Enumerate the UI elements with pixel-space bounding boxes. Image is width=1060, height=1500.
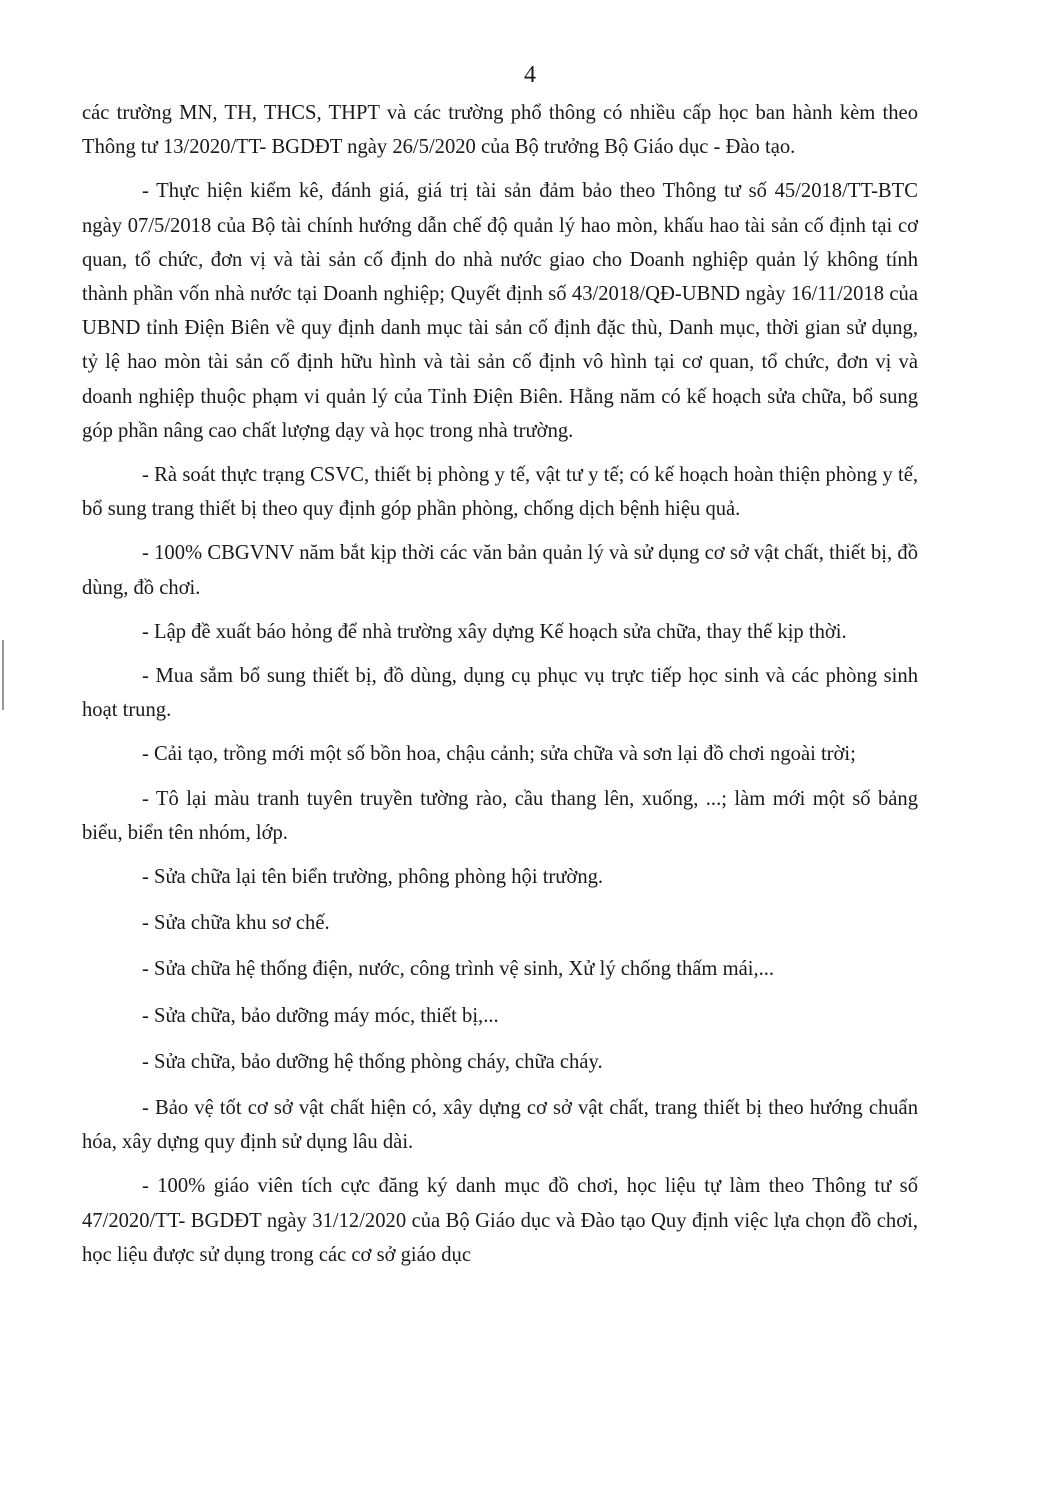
paragraph-repaint: - Tô lại màu tranh tuyên truyền tường rào, cầu thang lên, xuống, ...; làm mới một số bảng biểu, biển tên nhóm, lớp. [82, 787, 918, 844]
paragraph-school-sign: - Sửa chữa lại tên biển trường, phông phòng hội trường. [142, 866, 604, 889]
paragraph-procurement: - Mua sắm bổ sung thiết bị, đồ dùng, dụng cụ phục vụ trực tiếp học sinh và các phòng sinh hoạt trung. [82, 665, 918, 722]
paragraph-staff-documents: - 100% CBGVNV năm bắt kịp thời các văn bản quản lý và sử dụng cơ sở vật chất, thiết bị, đồ dùng, đồ chơi. [82, 542, 918, 599]
scan-edge-mark [2, 640, 4, 710]
page-number: 4 [524, 62, 536, 88]
paragraph-damage-report: - Lập đề xuất báo hỏng để nhà trường xây dựng Kế hoạch sửa chữa, thay thế kịp thời. [142, 620, 847, 643]
document-body [82, 96, 918, 1282]
paragraph-asset-inventory: - Thực hiện kiểm kê, đánh giá, giá trị tài sản đảm bảo theo Thông tư số 45/2018/TT-BTC ngày 07/5/2018 của Bộ tài chính hướng dẫn chế độ quản lý hao mòn, khấu hao tài sản cố định tại cơ quan, tổ chức, đơn vị và tài sản cố định do nhà nước giao cho Doanh nghiệp quản lý không tính thành phần vốn nhà nước tại Doanh nghiệp; Quyết định số 43/2018/QĐ-UBND ngày 16/11/2018 của UBND tỉnh Điện Biên về quy định danh mục tài sản cố định đặc thù, Danh mục, thời gian sử dụng, tỷ lệ hao mòn tài sản cố định hữu hình và tài sản cố định vô hình tại cơ quan, tổ chức, đơn vị và doanh nghiệp thuộc phạm vi quản lý của Tỉnh Điện Biên. Hằng năm có kế hoạch sửa chữa, bổ sung góp phần nâng cao chất lượng dạy và học trong nhà trường. [82, 180, 918, 442]
paragraph-continuation: các trường MN, TH, THCS, THPT và các trường phổ thông có nhiều cấp học ban hành kèm theo Thông tư 13/2020/TT- BGDĐT ngày 26/5/2020 của Bộ trưởng Bộ Giáo dục - Đào tạo. [82, 102, 918, 159]
paragraph-prep-area: - Sửa chữa khu sơ chế. [142, 912, 330, 935]
paragraph-renovation: - Cải tạo, trồng mới một số bồn hoa, chậu cảnh; sửa chữa và sơn lại đồ chơi ngoài trời; [142, 743, 856, 766]
paragraph-machinery: - Sửa chữa, bảo dưỡng máy móc, thiết bị,... [142, 1004, 499, 1027]
paragraph-fire-safety: - Sửa chữa, bảo dưỡng hệ thống phòng cháy, chữa cháy. [142, 1050, 603, 1073]
paragraph-toys-materials: - 100% giáo viên tích cực đăng ký danh mục đồ chơi, học liệu tự làm theo Thông tư số 47/2020/TT- BGDĐT ngày 31/12/2020 của Bộ Giáo dục và Đào tạo Quy định việc lựa chọn đồ chơi, học liệu được sử dụng trong các cơ sở giáo dục [82, 1175, 918, 1266]
paragraph-medical-room: - Rà soát thực trạng CSVC, thiết bị phòng y tế, vật tư y tế; có kế hoạch hoàn thiện phòng y tế, bổ sung trang thiết bị theo quy định góp phần phòng, chống dịch bệnh hiệu quả. [82, 464, 918, 521]
paragraph-protect-facilities: - Bảo vệ tốt cơ sở vật chất hiện có, xây dựng cơ sở vật chất, trang thiết bị theo hướng chuẩn hóa, xây dựng quy định sử dụng lâu dài. [82, 1097, 918, 1154]
paragraph-electric-water: - Sửa chữa hệ thống điện, nước, công trình vệ sinh, Xử lý chống thấm mái,... [142, 958, 775, 981]
